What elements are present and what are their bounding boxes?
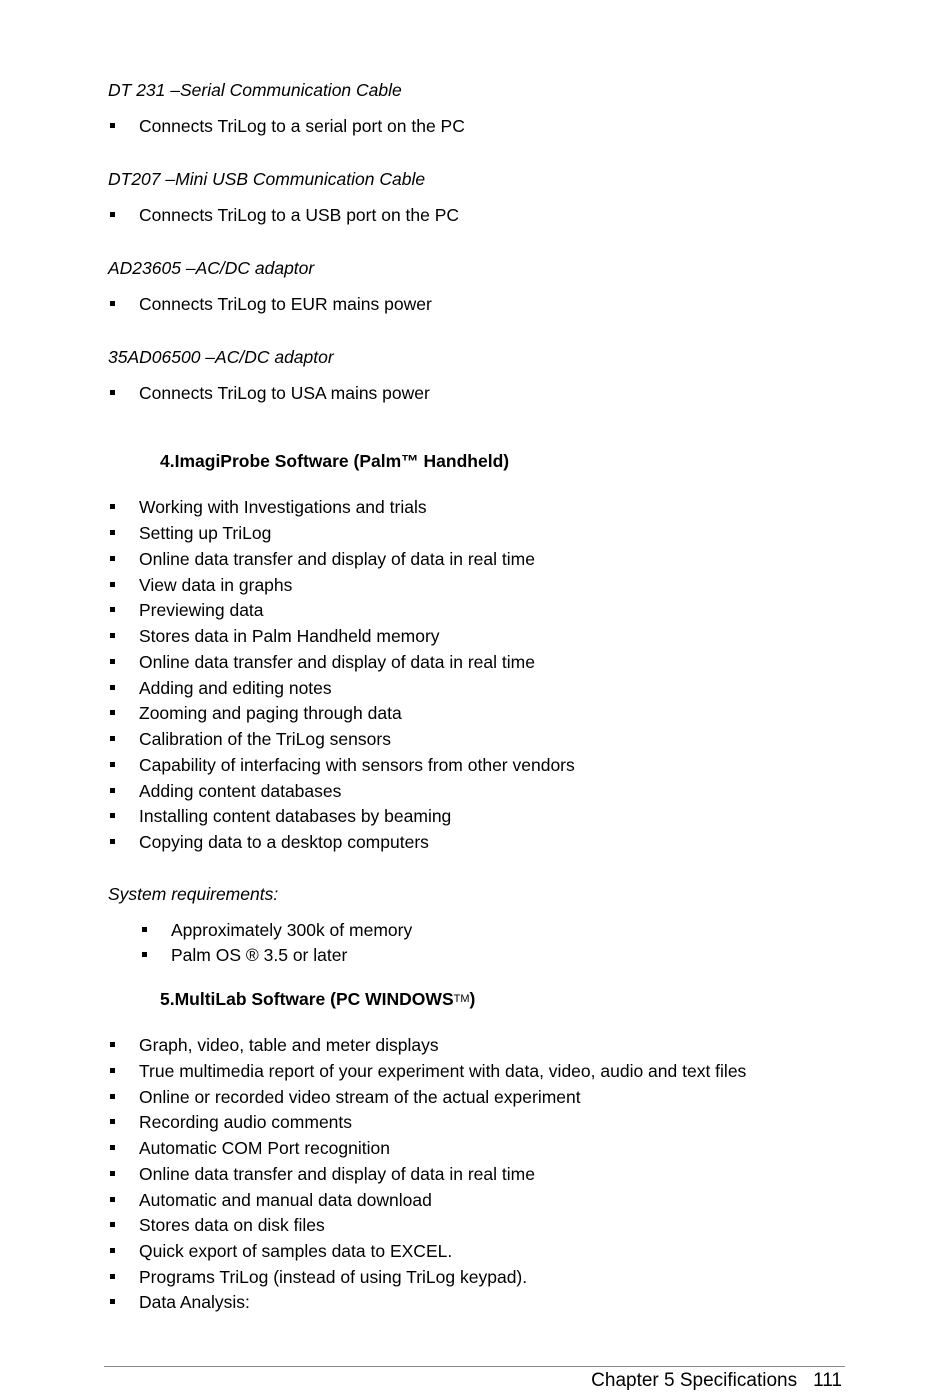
bullet-icon	[110, 813, 115, 818]
bullet-icon	[110, 1119, 115, 1124]
list-item-text: Copying data to a desktop computers	[139, 832, 429, 852]
bullet-icon	[110, 710, 115, 715]
adaptor-heading-35ad06500: 35AD06500 –AC/DC adaptor	[108, 347, 334, 367]
bullet-icon	[110, 607, 115, 612]
list-item-text: Zooming and paging through data	[139, 703, 402, 723]
bullet-icon	[110, 762, 115, 767]
list-item-text: Recording audio comments	[139, 1112, 353, 1132]
bullet-icon	[110, 1248, 115, 1253]
bullet-icon	[110, 736, 115, 741]
bullet-icon	[110, 633, 115, 638]
list-item-text: Automatic COM Port recognition	[139, 1138, 390, 1158]
page-footer	[591, 1370, 842, 1392]
bullet-icon	[110, 1094, 115, 1099]
bullet-icon	[142, 927, 147, 932]
list-item-text: Graph, video, table and meter displays	[139, 1035, 439, 1055]
bullet-icon	[110, 839, 115, 844]
bullet-icon	[110, 504, 115, 509]
trademark-symbol: TM	[453, 993, 470, 1005]
list-item-text: Installing content databases by beaming	[139, 806, 452, 826]
list-item-text: Working with Investigations and trials	[139, 497, 427, 517]
cable-heading-dt207: DT207 –Mini USB Communication Cable	[108, 169, 426, 189]
list-item-text: Programs TriLog (instead of using TriLog keypad).	[139, 1267, 528, 1287]
list-item-text: Data Analysis:	[139, 1292, 250, 1312]
bullet-icon	[110, 390, 115, 395]
footer-divider	[104, 1366, 845, 1367]
bullet-icon	[110, 1299, 115, 1304]
section-title-text: 5.MultiLab Software (PC WINDOWS	[160, 989, 454, 1009]
bullet-icon	[110, 582, 115, 587]
adaptor-heading-ad23605: AD23605 –AC/DC adaptor	[108, 258, 315, 278]
list-item-text: Connects TriLog to USA mains power	[139, 383, 430, 403]
list-item-text: Online or recorded video stream of the actual experiment	[139, 1087, 581, 1107]
section-title-imagiprobe: 4.ImagiProbe Software (Palm™ Handheld)	[160, 451, 510, 471]
list-item-text: Connects TriLog to EUR mains power	[139, 294, 432, 314]
bullet-icon	[110, 1171, 115, 1176]
list-item-text: Online data transfer and display of data in real time	[139, 549, 535, 569]
list-item-text: Calibration of the TriLog sensors	[139, 729, 391, 749]
section-title-multilab	[160, 989, 475, 1009]
bullet-icon	[110, 1274, 115, 1279]
bullet-icon	[110, 556, 115, 561]
page-number: 111	[813, 1370, 842, 1391]
list-item-text: Connects TriLog to a serial port on the PC	[139, 116, 465, 136]
list-item-text: View data in graphs	[139, 575, 293, 595]
bullet-icon	[110, 1197, 115, 1202]
bullet-icon	[110, 1068, 115, 1073]
bullet-icon	[110, 212, 115, 217]
bullet-icon	[110, 788, 115, 793]
bullet-icon	[110, 1222, 115, 1227]
list-item-text: Adding and editing notes	[139, 678, 332, 698]
bullet-icon	[110, 1145, 115, 1150]
bullet-icon	[110, 123, 115, 128]
bullet-icon	[142, 952, 147, 957]
list-item-text: Online data transfer and display of data in real time	[139, 1164, 535, 1184]
bullet-icon	[110, 659, 115, 664]
list-item-text: Previewing data	[139, 600, 264, 620]
list-item-text: Stores data on disk files	[139, 1215, 325, 1235]
list-item-text: Automatic and manual data download	[139, 1190, 432, 1210]
list-item-text: Connects TriLog to a USB port on the PC	[139, 205, 460, 225]
list-item-text: Capability of interfacing with sensors from other vendors	[139, 755, 575, 775]
cable-heading-dt231: DT 231 –Serial Communication Cable	[108, 80, 402, 100]
footer-chapter: Chapter 5 Specifications	[591, 1370, 798, 1391]
list-item-text: Online data transfer and display of data in real time	[139, 652, 535, 672]
list-item-text: Setting up TriLog	[139, 523, 272, 543]
list-item-text: Quick export of samples data to EXCEL.	[139, 1241, 453, 1261]
bullet-icon	[110, 685, 115, 690]
section-title-end: )	[469, 989, 476, 1009]
bullet-icon	[110, 1042, 115, 1047]
list-item-text: Stores data in Palm Handheld memory	[139, 626, 440, 646]
list-item-text: Adding content databases	[139, 781, 342, 801]
bullet-icon	[110, 301, 115, 306]
bullet-icon	[110, 530, 115, 535]
list-item-text: True multimedia report of your experiment with data, video, audio and text files	[139, 1061, 747, 1081]
list-item-text: Approximately 300k of memory	[171, 920, 413, 940]
list-item-text: Palm OS ® 3.5 or later	[171, 945, 348, 965]
system-requirements-heading: System requirements:	[108, 884, 279, 904]
